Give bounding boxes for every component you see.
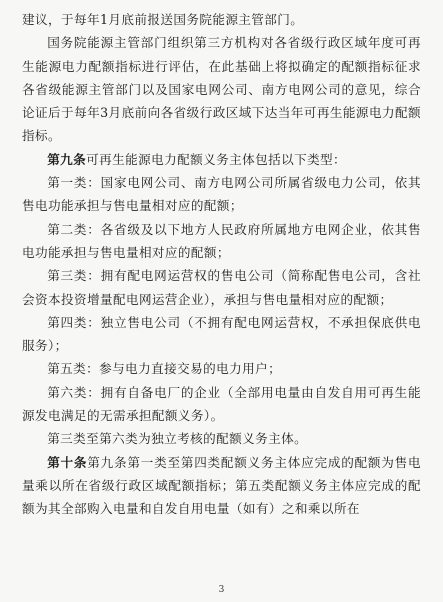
category-4 — [22, 311, 421, 358]
independent-assessment-note — [22, 427, 421, 450]
category-2-text: 第二类：各省级及以下地方人民政府所属地方电网企业，依其售电功能承担与售电量相对应的配额； — [22, 221, 421, 260]
independent-assessment-text: 第三类至第六类为独立考核的配额义务主体。 — [47, 431, 308, 447]
category-6-text: 第六类：拥有自备电厂的企业（全部用电量由自发自用可再生能源发电满足的无需承担配额义务）。 — [22, 384, 421, 424]
category-6 — [22, 381, 421, 428]
category-3 — [22, 264, 421, 311]
paragraph-1-text: 建议，于每年1月底前报送国务院能源主管部门。 — [22, 12, 304, 27]
paragraph-2-text: 国务院能源主管部门组织第三方机构对各省级行政区域年度可再生能源电力配额指标进行评估，在此基础上将拟确定的配额指标征求各省级能源主管部门以及国家电网公司、南方电网公司的意见，综合论证后于每年3月底前向各省级行政区域下达当年可再生能源电力配额指标。 — [22, 35, 421, 144]
article-10-text: 第九条第一类至第四类配额义务主体应完成的配额为售电量乘以所在省级行政区域配额指标；第五类配额义务主体应完成的配额为其全部购入电量和自发自用电量（如有）之和乘以所在 — [22, 454, 421, 517]
category-1 — [22, 171, 421, 218]
category-3-text: 第三类：拥有配电网运营权的售电公司（简称配售电公司，含社会资本投资增量配电网运营企业），承担与售电量相对应的配额； — [22, 268, 421, 307]
category-1-text: 第一类：国家电网公司、南方电网公司所属省级电力公司，依其售电功能承担与售电量相对应的配额； — [22, 175, 421, 214]
category-5-text: 第五类：参与电力直接交易的电力用户； — [47, 361, 282, 377]
category-4-text: 第四类：独立售电公司（不拥有配电网运营权，不承担保底供电服务）； — [22, 314, 421, 354]
article-10 — [22, 451, 421, 521]
article-9-label: 第九条 — [47, 151, 87, 167]
page-number: 3 — [218, 585, 225, 595]
paragraph-1 — [22, 8, 421, 31]
article-9-text: 可再生能源电力配额义务主体包括以下类型： — [86, 151, 347, 167]
category-5 — [22, 357, 421, 380]
paragraph-2 — [22, 31, 421, 147]
article-9-heading — [22, 148, 421, 171]
article-10-label: 第十条 — [47, 454, 88, 470]
category-2 — [22, 218, 421, 265]
